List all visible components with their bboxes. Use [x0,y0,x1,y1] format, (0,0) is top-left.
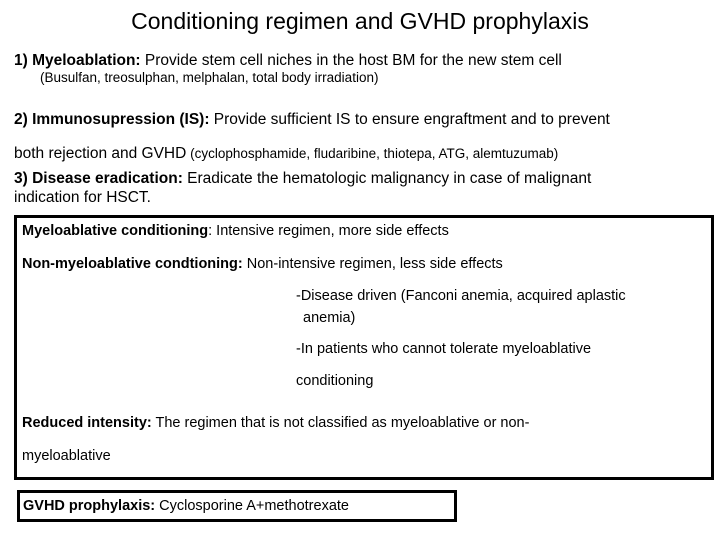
myeloablative-conditioning [22,223,449,239]
nma-reason-patients-line2: conditioning [296,373,374,389]
gvhd-text: Cyclosporine A+methotrexate [155,498,349,514]
item-myeloablation [14,52,562,70]
reduced-intensity-cont: myeloablative [22,448,111,464]
myeloablation-drugs: (Busulfan, treosulphan, melphalan, total body irradiation) [40,70,379,85]
myeloablative-label: Myeloablative conditioning [22,223,209,239]
myeloablation-label: 1) Myeloablation: [14,52,141,69]
immunosupression-label: 2) Immunosupression (IS): [14,111,210,128]
disease-eradication-cont: indication for HSCT. [14,189,151,206]
non-myeloablative-label: Non-myeloablative condtioning: [22,256,243,272]
slide-title: Conditioning regimen and GVHD prophylaxis [131,8,589,34]
immunosupression-text: Provide sufficient IS to ensure engraftment and to prevent [209,111,610,128]
non-myeloablative-conditioning [22,256,503,272]
gvhd-label: GVHD prophylaxis: [23,498,156,514]
item-disease-eradication [14,170,591,188]
disease-eradication-text: Eradicate the hematologic malignancy in case of malignant [182,170,592,187]
reduced-intensity-label: Reduced intensity: [22,415,152,431]
item-immunosupression [14,111,610,129]
disease-eradication-label: 3) Disease eradication: [14,170,183,187]
myeloablation-text: Provide stem cell niches in the host BM for the new stem cell [140,52,562,69]
nma-reason-disease-line1: -Disease driven (Fanconi anemia, acquired aplastic [296,288,626,304]
nma-reason-patients-line1: -In patients who cannot tolerate myeloablative [296,341,592,357]
immunosupression-drugs: (cyclophosphamide, fludaribine, thiotepa, ATG, alemtuzumab) [186,146,559,161]
reduced-intensity-text: The regimen that is not classified as myeloablative or non- [151,415,530,431]
immunosupression-cont [14,145,558,163]
gvhd-prophylaxis [23,498,349,514]
nma-reason-disease-line2: anemia) [303,310,356,326]
non-myeloablative-text: Non-intensive regimen, less side effects [242,256,503,272]
reduced-intensity [22,415,529,431]
myeloablative-text: : Intensive regimen, more side effects [208,223,449,239]
immunosupression-cont-text: both rejection and GVHD [14,145,187,162]
